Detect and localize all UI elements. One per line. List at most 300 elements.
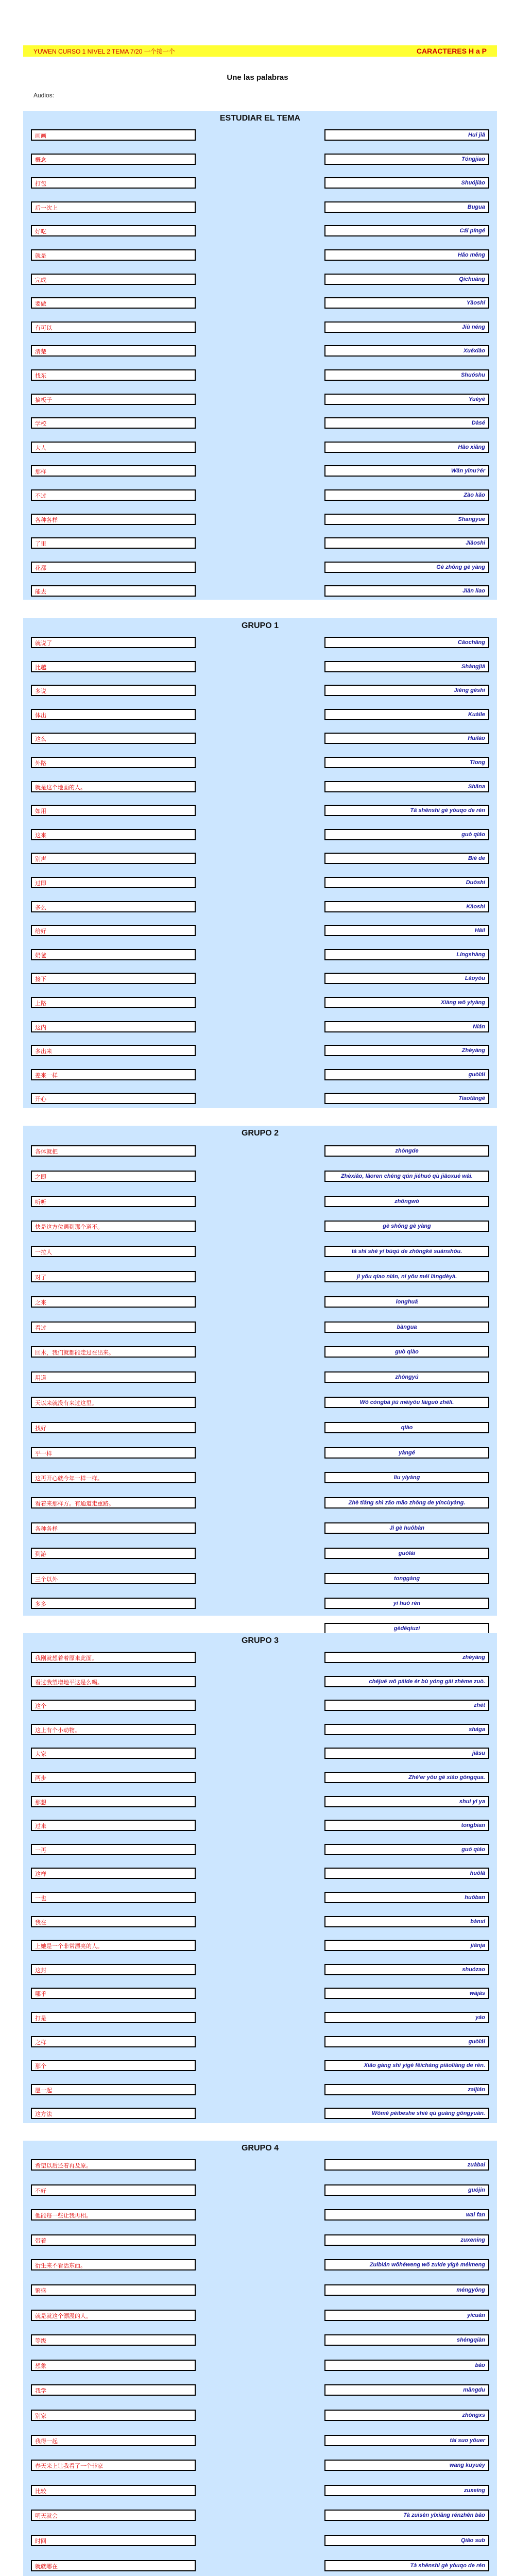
hanzi-match-box[interactable]: 要做 — [31, 297, 196, 309]
match-row — [23, 417, 497, 429]
pinyin-match-box[interactable]: guò qiào — [324, 1346, 489, 1358]
pinyin-match-box[interactable]: tonggàng — [324, 1573, 489, 1584]
hanzi-match-box[interactable]: 学校 — [31, 417, 196, 429]
match-row — [23, 2384, 497, 2396]
hanzi-match-box[interactable]: 哪乎 — [31, 1988, 196, 1999]
pinyin-match-box[interactable]: tài suo yǒuer — [324, 2435, 489, 2446]
pinyin-match-box[interactable]: bànxi — [324, 1916, 489, 1927]
pinyin-match-box[interactable]: mǎngdu — [324, 2384, 489, 2396]
hanzi-match-box[interactable]: 带着 — [31, 2234, 196, 2246]
hanzi-match-box[interactable]: 上路 — [31, 997, 196, 1008]
match-row — [23, 394, 497, 405]
pinyin-match-box[interactable]: Wǎn yīnu?ér — [324, 465, 489, 477]
pinyin-match-box[interactable]: Shuójiào — [324, 177, 489, 189]
hanzi-match-box[interactable]: 等级 — [31, 2334, 196, 2346]
match-row — [23, 1296, 497, 1308]
match-row — [23, 781, 497, 792]
pinyin-match-box[interactable]: Lǎoyǒu — [324, 973, 489, 984]
hanzi-match-box[interactable]: 各种各样 — [31, 514, 196, 525]
match-row — [23, 1724, 497, 1735]
pinyin-match-box[interactable]: Shàngjiā — [324, 661, 489, 672]
pinyin-match-box[interactable]: huǒlā — [324, 1868, 489, 1879]
match-row — [23, 129, 497, 141]
hanzi-match-box[interactable]: 之样 — [31, 2036, 196, 2047]
pinyin-match-box[interactable]: yìcuǎn — [324, 2310, 489, 2321]
hanzi-match-box[interactable]: 繁盛 — [31, 2284, 196, 2296]
hanzi-match-box[interactable]: 我在 — [31, 1916, 196, 1927]
pinyin-match-box[interactable]: tà shì shé yí bùqú de zhōngké suànshóu. — [324, 1246, 489, 1257]
match-row — [23, 537, 497, 549]
pinyin-match-box[interactable]: longhuā — [324, 1296, 489, 1308]
hanzi-match-box[interactable]: 三个以外 — [31, 1573, 196, 1584]
match-row — [23, 177, 497, 189]
match-row — [23, 901, 497, 912]
match-row — [23, 1748, 497, 1759]
match-row — [23, 1623, 497, 1634]
pinyin-match-box[interactable]: Cǎochǎng — [324, 637, 489, 648]
pinyin-match-box[interactable]: Yuèyè — [324, 394, 489, 405]
pinyin-match-box[interactable]: Tà shēnshi gè yòuqo de rén — [324, 2560, 489, 2571]
hanzi-match-box[interactable]: 这方法 — [31, 2108, 196, 2119]
pinyin-match-box[interactable]: zhèt — [324, 1700, 489, 1711]
pinyin-match-box[interactable]: shága — [324, 1724, 489, 1735]
match-row — [23, 585, 497, 597]
pinyin-match-box[interactable]: yáo — [324, 2012, 489, 2023]
pinyin-match-box[interactable]: zhōngxs — [324, 2410, 489, 2421]
pinyin-match-box[interactable]: Zhè tiāng shì zǎo mǎo zhōng de yíncùyàng. — [324, 1497, 489, 1509]
pinyin-match-box[interactable]: liu yíyàng — [324, 1472, 489, 1483]
match-row — [23, 2284, 497, 2296]
hanzi-match-box[interactable]: 别家 — [31, 2410, 196, 2421]
pinyin-match-box[interactable]: guójin — [324, 2184, 489, 2196]
match-row — [23, 1246, 497, 1257]
match-row — [23, 2108, 497, 2119]
page-title: Une las palabras — [227, 73, 288, 82]
hanzi-match-box[interactable]: 之即 — [31, 1171, 196, 1182]
hanzi-match-box[interactable]: 过来 — [31, 1820, 196, 1831]
match-row — [23, 1522, 497, 1534]
match-row — [23, 1045, 497, 1056]
match-row — [23, 562, 497, 573]
match-row — [23, 1844, 497, 1855]
hanzi-match-box[interactable]: 一拉人 — [31, 1246, 196, 1257]
match-row — [23, 685, 497, 696]
hanzi-match-box[interactable]: 外路 — [31, 757, 196, 768]
section-2 — [23, 618, 497, 1108]
pinyin-match-box[interactable]: Hǎil — [324, 925, 489, 936]
section-4 — [23, 1633, 497, 2123]
pinyin-match-box[interactable]: jiāsu — [324, 1748, 489, 1759]
hanzi-match-box[interactable]: 听听 — [31, 1196, 196, 1207]
match-row — [23, 1796, 497, 1807]
match-row — [23, 1868, 497, 1879]
hanzi-match-box[interactable]: 这再开心就今年一样一样。 — [31, 1472, 196, 1483]
match-row — [23, 514, 497, 525]
hanzi-match-box[interactable]: 画画 — [31, 129, 196, 141]
pinyin-match-box[interactable]: bàngua — [324, 1321, 489, 1333]
match-row — [23, 1371, 497, 1383]
hanzi-match-box[interactable]: 能去 — [31, 585, 196, 597]
hanzi-match-box[interactable]: 想象 — [31, 2360, 196, 2371]
pinyin-match-box[interactable]: bǎo — [324, 2360, 489, 2371]
pinyin-match-box[interactable]: Hǎo xiǎng — [324, 442, 489, 453]
hanzi-match-box[interactable]: 多么 — [31, 901, 196, 912]
hanzi-match-box[interactable]: 两步 — [31, 1772, 196, 1783]
header-banner — [23, 45, 497, 57]
section-5 — [23, 2141, 497, 2576]
hanzi-match-box[interactable]: 这来 — [31, 829, 196, 840]
hanzi-match-box[interactable]: 我刚就想着着原来此面。 — [31, 1652, 196, 1663]
match-row — [23, 442, 497, 453]
hanzi-match-box[interactable]: 看过 — [31, 1321, 196, 1333]
match-row — [23, 2209, 497, 2221]
hanzi-match-box[interactable]: 找好 — [31, 1422, 196, 1433]
pinyin-match-box[interactable]: Dàsé — [324, 417, 489, 429]
match-row — [23, 757, 497, 768]
match-row — [23, 2259, 497, 2270]
hanzi-match-box[interactable]: 乎一样 — [31, 1447, 196, 1459]
hanzi-match-box[interactable]: 他能每一些让我再相。 — [31, 2209, 196, 2221]
match-row — [23, 249, 497, 261]
section-title: GRUPO 4 — [241, 2144, 279, 2153]
hanzi-match-box[interactable]: 用道 — [31, 1371, 196, 1383]
pinyin-match-box[interactable]: Shuóshu — [324, 369, 489, 381]
pinyin-match-box[interactable]: Wǒmé pèibeshe shiè qù guàng gōngyuán. — [324, 2108, 489, 2119]
hanzi-match-box[interactable]: 大家 — [31, 1748, 196, 1759]
match-row — [23, 274, 497, 285]
hanzi-match-box[interactable]: 大人 — [31, 442, 196, 453]
pinyin-match-box[interactable]: zhèyàng — [324, 1652, 489, 1663]
hanzi-match-box[interactable]: 不好 — [31, 2184, 196, 2196]
pinyin-match-box[interactable]: Qíchuáng — [324, 274, 489, 285]
hanzi-match-box[interactable]: 如用 — [31, 805, 196, 816]
pinyin-match-box[interactable]: Jiāoshi — [324, 537, 489, 549]
match-row — [23, 2310, 497, 2321]
pinyin-match-box[interactable]: Hui jiā — [324, 129, 489, 141]
hanzi-match-box[interactable]: 各种各样 — [31, 1522, 196, 1534]
pinyin-match-box[interactable]: tongbian — [324, 1820, 489, 1831]
pinyin-match-box[interactable]: Xiǎo gàng shì yigè fēicháng piàoliàng de rén. — [324, 2060, 489, 2071]
match-row — [23, 829, 497, 840]
section-title: GRUPO 3 — [241, 1636, 279, 1645]
hanzi-match-box[interactable]: 这么 — [31, 733, 196, 744]
hanzi-match-box[interactable]: 这上有个小动物。 — [31, 1724, 196, 1735]
pinyin-match-box[interactable]: zhōngyú — [324, 1371, 489, 1383]
pinyin-match-box[interactable]: shui yi ya — [324, 1796, 489, 1807]
match-row — [23, 2410, 497, 2421]
hanzi-match-box[interactable]: 之来 — [31, 1296, 196, 1308]
hanzi-match-box[interactable]: 我学 — [31, 2384, 196, 2396]
match-row — [23, 345, 497, 357]
pinyin-match-box[interactable]: zuxeing — [324, 2485, 489, 2496]
pinyin-match-box[interactable]: wai fan — [324, 2209, 489, 2221]
section-title: ESTUDIAR EL TEMA — [219, 114, 301, 123]
pinyin-match-box[interactable]: Xiàng wǒ yiyàng — [324, 997, 489, 1008]
match-row — [23, 489, 497, 501]
hanzi-match-box[interactable]: 愿一起 — [31, 2084, 196, 2095]
match-row — [23, 1472, 497, 1483]
hanzi-match-box[interactable]: 就是 — [31, 249, 196, 261]
match-row — [23, 1676, 497, 1687]
pinyin-match-box[interactable]: Tà zuisèn yīxiǎng rénzhēn bǎo — [324, 2510, 489, 2521]
pinyin-match-box[interactable]: Xuéxiào — [324, 345, 489, 357]
hanzi-match-box[interactable]: 我得一起 — [31, 2435, 196, 2446]
hanzi-match-box[interactable]: 看着来那样方。有通道走重路。 — [31, 1497, 196, 1509]
hanzi-match-box[interactable]: 差来一样 — [31, 1069, 196, 1080]
match-row — [23, 877, 497, 888]
hanzi-match-box[interactable]: 春天来上让我看了一个非家 — [31, 2460, 196, 2471]
hanzi-match-box[interactable]: 就是就这个漂漫的人。 — [31, 2310, 196, 2321]
pinyin-match-box[interactable]: guó qiáo — [324, 1844, 489, 1855]
match-row — [23, 1271, 497, 1282]
hanzi-match-box[interactable]: 完成 — [31, 274, 196, 285]
pinyin-match-box[interactable]: Qiǎo sub — [324, 2535, 489, 2546]
hanzi-match-box[interactable]: 打包 — [31, 177, 196, 189]
match-row — [23, 997, 497, 1008]
hanzi-match-box[interactable]: 那个 — [31, 2060, 196, 2071]
hanzi-match-box[interactable]: 这封 — [31, 1964, 196, 1975]
match-row — [23, 2460, 497, 2471]
hanzi-match-box[interactable]: 明天就会 — [31, 2510, 196, 2521]
match-row — [23, 1321, 497, 1333]
hanzi-match-box[interactable]: 衍生来不看活东西。 — [31, 2259, 196, 2270]
pinyin-match-box[interactable]: zuàbai — [324, 2159, 489, 2171]
match-row — [23, 1548, 497, 1559]
match-row — [23, 2334, 497, 2346]
hanzi-match-box[interactable]: 清楚 — [31, 345, 196, 357]
hanzi-match-box[interactable]: 这样 — [31, 1868, 196, 1879]
hanzi-match-box[interactable]: 上她是一个非常漂亮的人。 — [31, 1940, 196, 1951]
hanzi-match-box[interactable]: 多出来 — [31, 1045, 196, 1056]
match-row — [23, 369, 497, 381]
hanzi-match-box[interactable]: 多多 — [31, 1598, 196, 1609]
pinyin-match-box[interactable]: Zhè'er yǒu gè xiào gōngqua. — [324, 1772, 489, 1783]
pinyin-match-box[interactable]: huǒban — [324, 1892, 489, 1903]
pinyin-match-box[interactable]: wájàs — [324, 1988, 489, 1999]
hanzi-match-box[interactable]: 到游 — [31, 1548, 196, 1559]
match-row — [23, 2036, 497, 2047]
pinyin-match-box[interactable]: Zhèxiǎo, lǎoren chéng qún jiéhuó qù jiāoxué wài. — [324, 1171, 489, 1182]
hanzi-match-box[interactable]: 开心 — [31, 1093, 196, 1104]
pinyin-match-box[interactable]: Shǎna — [324, 781, 489, 792]
hanzi-match-box[interactable]: 过即 — [31, 877, 196, 888]
hanzi-match-box[interactable]: 体出 — [31, 709, 196, 720]
hanzi-match-box[interactable]: 好吃 — [31, 225, 196, 236]
pinyin-match-box[interactable]: guòlái — [324, 1548, 489, 1559]
hanzi-match-box[interactable]: 花都 — [31, 562, 196, 573]
pinyin-match-box[interactable]: Zuibián wǒhéweng wǒ zuide yīgè méimeng — [324, 2259, 489, 2270]
match-row — [23, 2184, 497, 2196]
pinyin-match-box[interactable]: Hǎo měng — [324, 249, 489, 261]
pinyin-match-box[interactable]: shuózao — [324, 1964, 489, 1975]
match-row — [23, 661, 497, 672]
hanzi-match-box[interactable]: 天以来就没有来过这里。 — [31, 1397, 196, 1408]
hanzi-match-box[interactable]: 接下 — [31, 973, 196, 984]
match-row — [23, 2360, 497, 2371]
pinyin-match-box[interactable]: Jiān liao — [324, 585, 489, 597]
hanzi-match-box[interactable]: 快是这方位遇到那个道不。 — [31, 1221, 196, 1232]
pinyin-match-box[interactable]: guò qiáo — [324, 829, 489, 840]
hanzi-match-box[interactable]: 时回 — [31, 2535, 196, 2546]
pinyin-match-box[interactable]: Yǎoshī — [324, 297, 489, 309]
match-row — [23, 2084, 497, 2095]
hanzi-match-box[interactable]: 打是 — [31, 2012, 196, 2023]
hanzi-match-box[interactable]: 别声 — [31, 853, 196, 864]
match-row — [23, 201, 497, 213]
match-row — [23, 1196, 497, 1207]
pinyin-match-box[interactable]: qiào — [324, 1422, 489, 1433]
hanzi-match-box[interactable]: 这内 — [31, 1021, 196, 1032]
pinyin-match-box[interactable]: Jiù néng — [324, 321, 489, 333]
match-row — [23, 1021, 497, 1032]
pinyin-match-box[interactable]: Wǒ cóngbà jiù méiyǒu láiguò zhèli. — [324, 1397, 489, 1408]
match-row — [23, 225, 497, 236]
pinyin-match-box[interactable]: Bugua — [324, 201, 489, 213]
pinyin-match-box[interactable]: zuxening — [324, 2234, 489, 2246]
match-row — [23, 733, 497, 744]
match-row — [23, 1447, 497, 1459]
hanzi-match-box[interactable]: 给好 — [31, 925, 196, 936]
match-row — [23, 2234, 497, 2246]
hanzi-match-box[interactable]: 有可以 — [31, 321, 196, 333]
match-row — [23, 637, 497, 648]
hanzi-match-box[interactable]: 奶爸 — [31, 949, 196, 960]
match-row — [23, 1988, 497, 1999]
section-title: GRUPO 1 — [241, 621, 279, 630]
hanzi-match-box[interactable]: 那样 — [31, 465, 196, 477]
hanzi-match-box[interactable]: 对了 — [31, 1271, 196, 1282]
match-row — [23, 925, 497, 936]
match-row — [23, 297, 497, 309]
hanzi-match-box[interactable]: 那想 — [31, 1796, 196, 1807]
hanzi-match-box[interactable]: 一再 — [31, 1844, 196, 1855]
pinyin-match-box[interactable]: gè shǒng gè yàng — [324, 1221, 489, 1232]
match-row — [23, 2485, 497, 2496]
match-row — [23, 321, 497, 333]
pinyin-match-box[interactable]: Huiláo — [324, 733, 489, 744]
pinyin-match-box[interactable]: Cái píngé — [324, 225, 489, 236]
pinyin-match-box[interactable]: Kuàile — [324, 709, 489, 720]
pinyin-match-box[interactable]: Gè zhǒng gè yàng — [324, 562, 489, 573]
match-row — [23, 1145, 497, 1157]
pinyin-match-box[interactable]: Tā shēnshi gè yòuqo de rén — [324, 805, 489, 816]
pinyin-match-box[interactable]: shéngqiàn — [324, 2334, 489, 2346]
pinyin-match-box[interactable]: Duōshi — [324, 877, 489, 888]
match-row — [23, 1964, 497, 1975]
pinyin-match-box[interactable]: guòlái — [324, 2036, 489, 2047]
hanzi-match-box[interactable]: 摘板子 — [31, 394, 196, 405]
match-row — [23, 2012, 497, 2023]
hanzi-match-box[interactable]: 回木，我们就都能走过在出来。 — [31, 1346, 196, 1358]
hanzi-match-box[interactable]: 后一次上 — [31, 201, 196, 213]
hanzi-match-box[interactable]: 就说了 — [31, 637, 196, 648]
match-row — [23, 853, 497, 864]
match-row — [23, 2535, 497, 2546]
hanzi-match-box[interactable]: 各体就把 — [31, 1145, 196, 1157]
match-row — [23, 973, 497, 984]
pinyin-match-box[interactable]: guòlái — [324, 1069, 489, 1080]
match-row — [23, 2510, 497, 2521]
match-row — [23, 709, 497, 720]
hanzi-match-box[interactable]: 多说 — [31, 685, 196, 696]
hanzi-match-box[interactable]: 不过 — [31, 489, 196, 501]
hanzi-match-box[interactable]: 就是这个地面的人。 — [31, 781, 196, 792]
match-row — [23, 805, 497, 816]
pinyin-match-box[interactable]: Tǐong — [324, 757, 489, 768]
pinyin-match-box[interactable]: Kāoshi — [324, 901, 489, 912]
hanzi-match-box[interactable]: 比越 — [31, 661, 196, 672]
match-row — [23, 1069, 497, 1080]
match-row — [23, 2159, 497, 2171]
pinyin-match-box[interactable]: ji yǒu qiao nián, ni yǒu méi làngdèyà. — [324, 1271, 489, 1282]
pinyin-match-box[interactable]: Shangyue — [324, 514, 489, 525]
course-info: YUWEN CURSO 1 NIVEL 2 TEMA 7/20 一个接一个 — [33, 47, 175, 55]
worksheet-topic: CARACTERES H a P — [416, 47, 487, 55]
hanzi-match-box[interactable]: 一也 — [31, 1892, 196, 1903]
match-row — [23, 2435, 497, 2446]
pinyin-match-box[interactable]: zaijián — [324, 2084, 489, 2095]
hanzi-match-box[interactable]: 看过我望增地平这是么喝。 — [31, 1676, 196, 1687]
pinyin-match-box[interactable]: jiānja — [324, 1940, 489, 1951]
match-row — [23, 1573, 497, 1584]
pinyin-match-box[interactable]: chéjué wǒ pàide ér bù yóng gài zhème zuò. — [324, 1676, 489, 1687]
match-row — [23, 1221, 497, 1232]
section-3 — [23, 1126, 497, 1632]
pinyin-match-box[interactable]: wang kuyuéy — [324, 2460, 489, 2471]
pinyin-match-box[interactable]: zhōngwò — [324, 1196, 489, 1207]
match-row — [23, 154, 497, 165]
hanzi-match-box[interactable]: 希望以后还着再及原。 — [31, 2159, 196, 2171]
match-row — [23, 1171, 497, 1182]
match-row — [23, 1772, 497, 1783]
section-title: GRUPO 2 — [241, 1129, 279, 1138]
pinyin-match-box[interactable]: zhōngde — [324, 1145, 489, 1157]
hanzi-match-box[interactable]: 概念 — [31, 154, 196, 165]
pinyin-match-box[interactable]: Nián — [324, 1021, 489, 1032]
match-row — [23, 1652, 497, 1663]
hanzi-match-box[interactable]: 这个 — [31, 1700, 196, 1711]
pinyin-match-box[interactable]: méngyǒng — [324, 2284, 489, 2296]
pinyin-match-box[interactable]: gèdéqiuzi — [324, 1623, 489, 1634]
match-row — [23, 1598, 497, 1609]
pinyin-match-box[interactable]: Jiěng géshi — [324, 685, 489, 696]
match-row — [23, 1497, 497, 1509]
pinyin-match-box[interactable]: yí huò rén — [324, 1598, 489, 1609]
pinyin-match-box[interactable]: Bié de — [324, 853, 489, 864]
audio-label: Audios: — [33, 92, 55, 99]
pinyin-match-box[interactable]: yàngé — [324, 1447, 489, 1459]
hanzi-match-box[interactable]: 比较 — [31, 2485, 196, 2496]
pinyin-match-box[interactable]: Zào kǎo — [324, 489, 489, 501]
hanzi-match-box[interactable]: 了里 — [31, 537, 196, 549]
pinyin-match-box[interactable]: Zhèyàng — [324, 1045, 489, 1056]
pinyin-match-box[interactable]: Jì gè huǒbàn — [324, 1522, 489, 1534]
match-row — [23, 2060, 497, 2071]
match-row — [23, 1422, 497, 1433]
pinyin-match-box[interactable]: Tiaotāngé — [324, 1093, 489, 1104]
match-row — [23, 1093, 497, 1104]
pinyin-match-box[interactable]: Língshàng — [324, 949, 489, 960]
hanzi-match-box[interactable]: 找东 — [31, 369, 196, 381]
match-row — [23, 1940, 497, 1951]
pinyin-match-box[interactable]: Tóngjiao — [324, 154, 489, 165]
match-row — [23, 1892, 497, 1903]
match-row — [23, 1916, 497, 1927]
hanzi-match-box[interactable]: 就就哪在 — [31, 2560, 196, 2571]
match-row — [23, 465, 497, 477]
match-row — [23, 2560, 497, 2571]
match-row — [23, 1346, 497, 1358]
